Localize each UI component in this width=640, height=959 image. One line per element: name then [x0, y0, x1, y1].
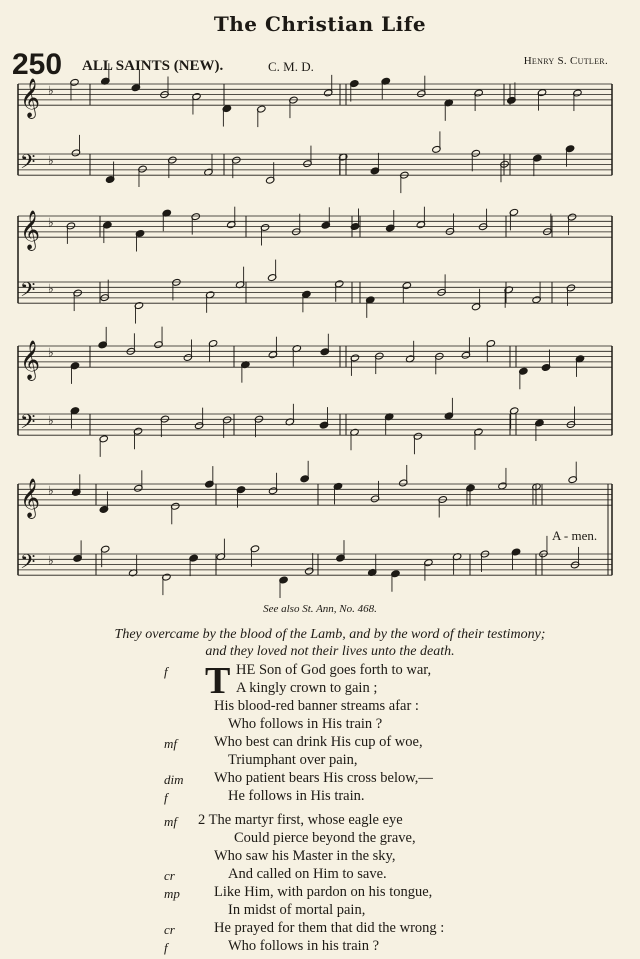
key-flat-icon: ♭: [48, 83, 54, 98]
hymn-number: 250: [12, 48, 63, 81]
key-flat-icon: ♭: [48, 413, 54, 428]
dynamic-marking: dim: [164, 772, 184, 787]
verse-line: A kingly crown to gain ;: [236, 680, 378, 696]
meter: C. M. D.: [268, 59, 314, 74]
drop-cap: T: [205, 660, 231, 702]
verse-line: Who saw his Master in the sky,: [214, 848, 396, 864]
key-flat-icon: ♭: [48, 345, 54, 360]
verse-line: He prayed for them that did the wrong :: [214, 920, 445, 936]
verse-line: He follows in His train.: [228, 788, 365, 804]
dynamic-marking: mf: [164, 736, 177, 751]
epigraph: [40, 626, 620, 660]
amen-text: A - men.: [552, 528, 598, 543]
verse-line: HE Son of God goes forth to war,: [236, 662, 432, 678]
epigraph-line-2: and they loved not their lives unto the death.: [205, 644, 455, 659]
verse-line: Who follows in His train ?: [228, 716, 383, 732]
key-flat-icon: ♭: [48, 281, 54, 296]
dynamic-marking: f: [164, 790, 168, 805]
verse-line: Triumphant over pain,: [228, 752, 358, 768]
treble-clef-icon: 𝄞: [20, 478, 41, 519]
verse-line: Could pierce beyond the grave,: [234, 830, 416, 846]
bass-clef-icon: 𝄢: [20, 278, 36, 307]
dynamic-marking: cr: [164, 922, 175, 937]
verse-line: 2 The martyr first, whose eagle eye: [198, 812, 403, 828]
key-flat-icon: ♭: [48, 153, 54, 168]
dynamic-marking: f: [164, 940, 168, 955]
verse-line: His blood-red banner streams afar :: [214, 698, 419, 714]
treble-clef-icon: 𝄞: [20, 340, 41, 381]
bass-clef-icon: 𝄢: [20, 150, 36, 179]
bass-clef-icon: 𝄢: [20, 410, 36, 439]
verse-line: In midst of mortal pain,: [228, 902, 366, 918]
treble-clef-icon: 𝄞: [20, 210, 41, 251]
verse-line: Who patient bears His cross below,—: [214, 770, 433, 786]
composer: Henry S. Cutler.: [523, 55, 608, 67]
verse-line: And called on Him to save.: [228, 866, 387, 882]
dynamic-marking: cr: [164, 868, 175, 883]
verse-line: Who best can drink His cup of woe,: [214, 734, 423, 750]
page-title: The Christian Life: [213, 12, 427, 36]
key-flat-icon: ♭: [48, 215, 54, 230]
bass-clef-icon: 𝄢: [20, 550, 36, 579]
notes: [66, 63, 585, 598]
key-flat-icon: ♭: [48, 553, 54, 568]
clefs: [20, 78, 54, 578]
dynamic-marking: mf: [164, 814, 177, 829]
dynamic-marking: f: [164, 664, 168, 679]
epigraph-line-1: They overcame by the blood of the Lamb, and by the word of their testimony;: [114, 627, 546, 642]
tune-name: ALL SAINTS (NEW).: [82, 58, 224, 74]
dynamic-marking: mp: [164, 886, 180, 901]
key-flat-icon: ♭: [48, 483, 54, 498]
see-also-note: See also St. Ann, No. 468.: [263, 603, 377, 615]
verse-line: Like Him, with pardon on his tongue,: [214, 884, 433, 900]
verse-line: Who follows in his train ?: [228, 938, 380, 954]
treble-clef-icon: 𝄞: [20, 78, 41, 119]
